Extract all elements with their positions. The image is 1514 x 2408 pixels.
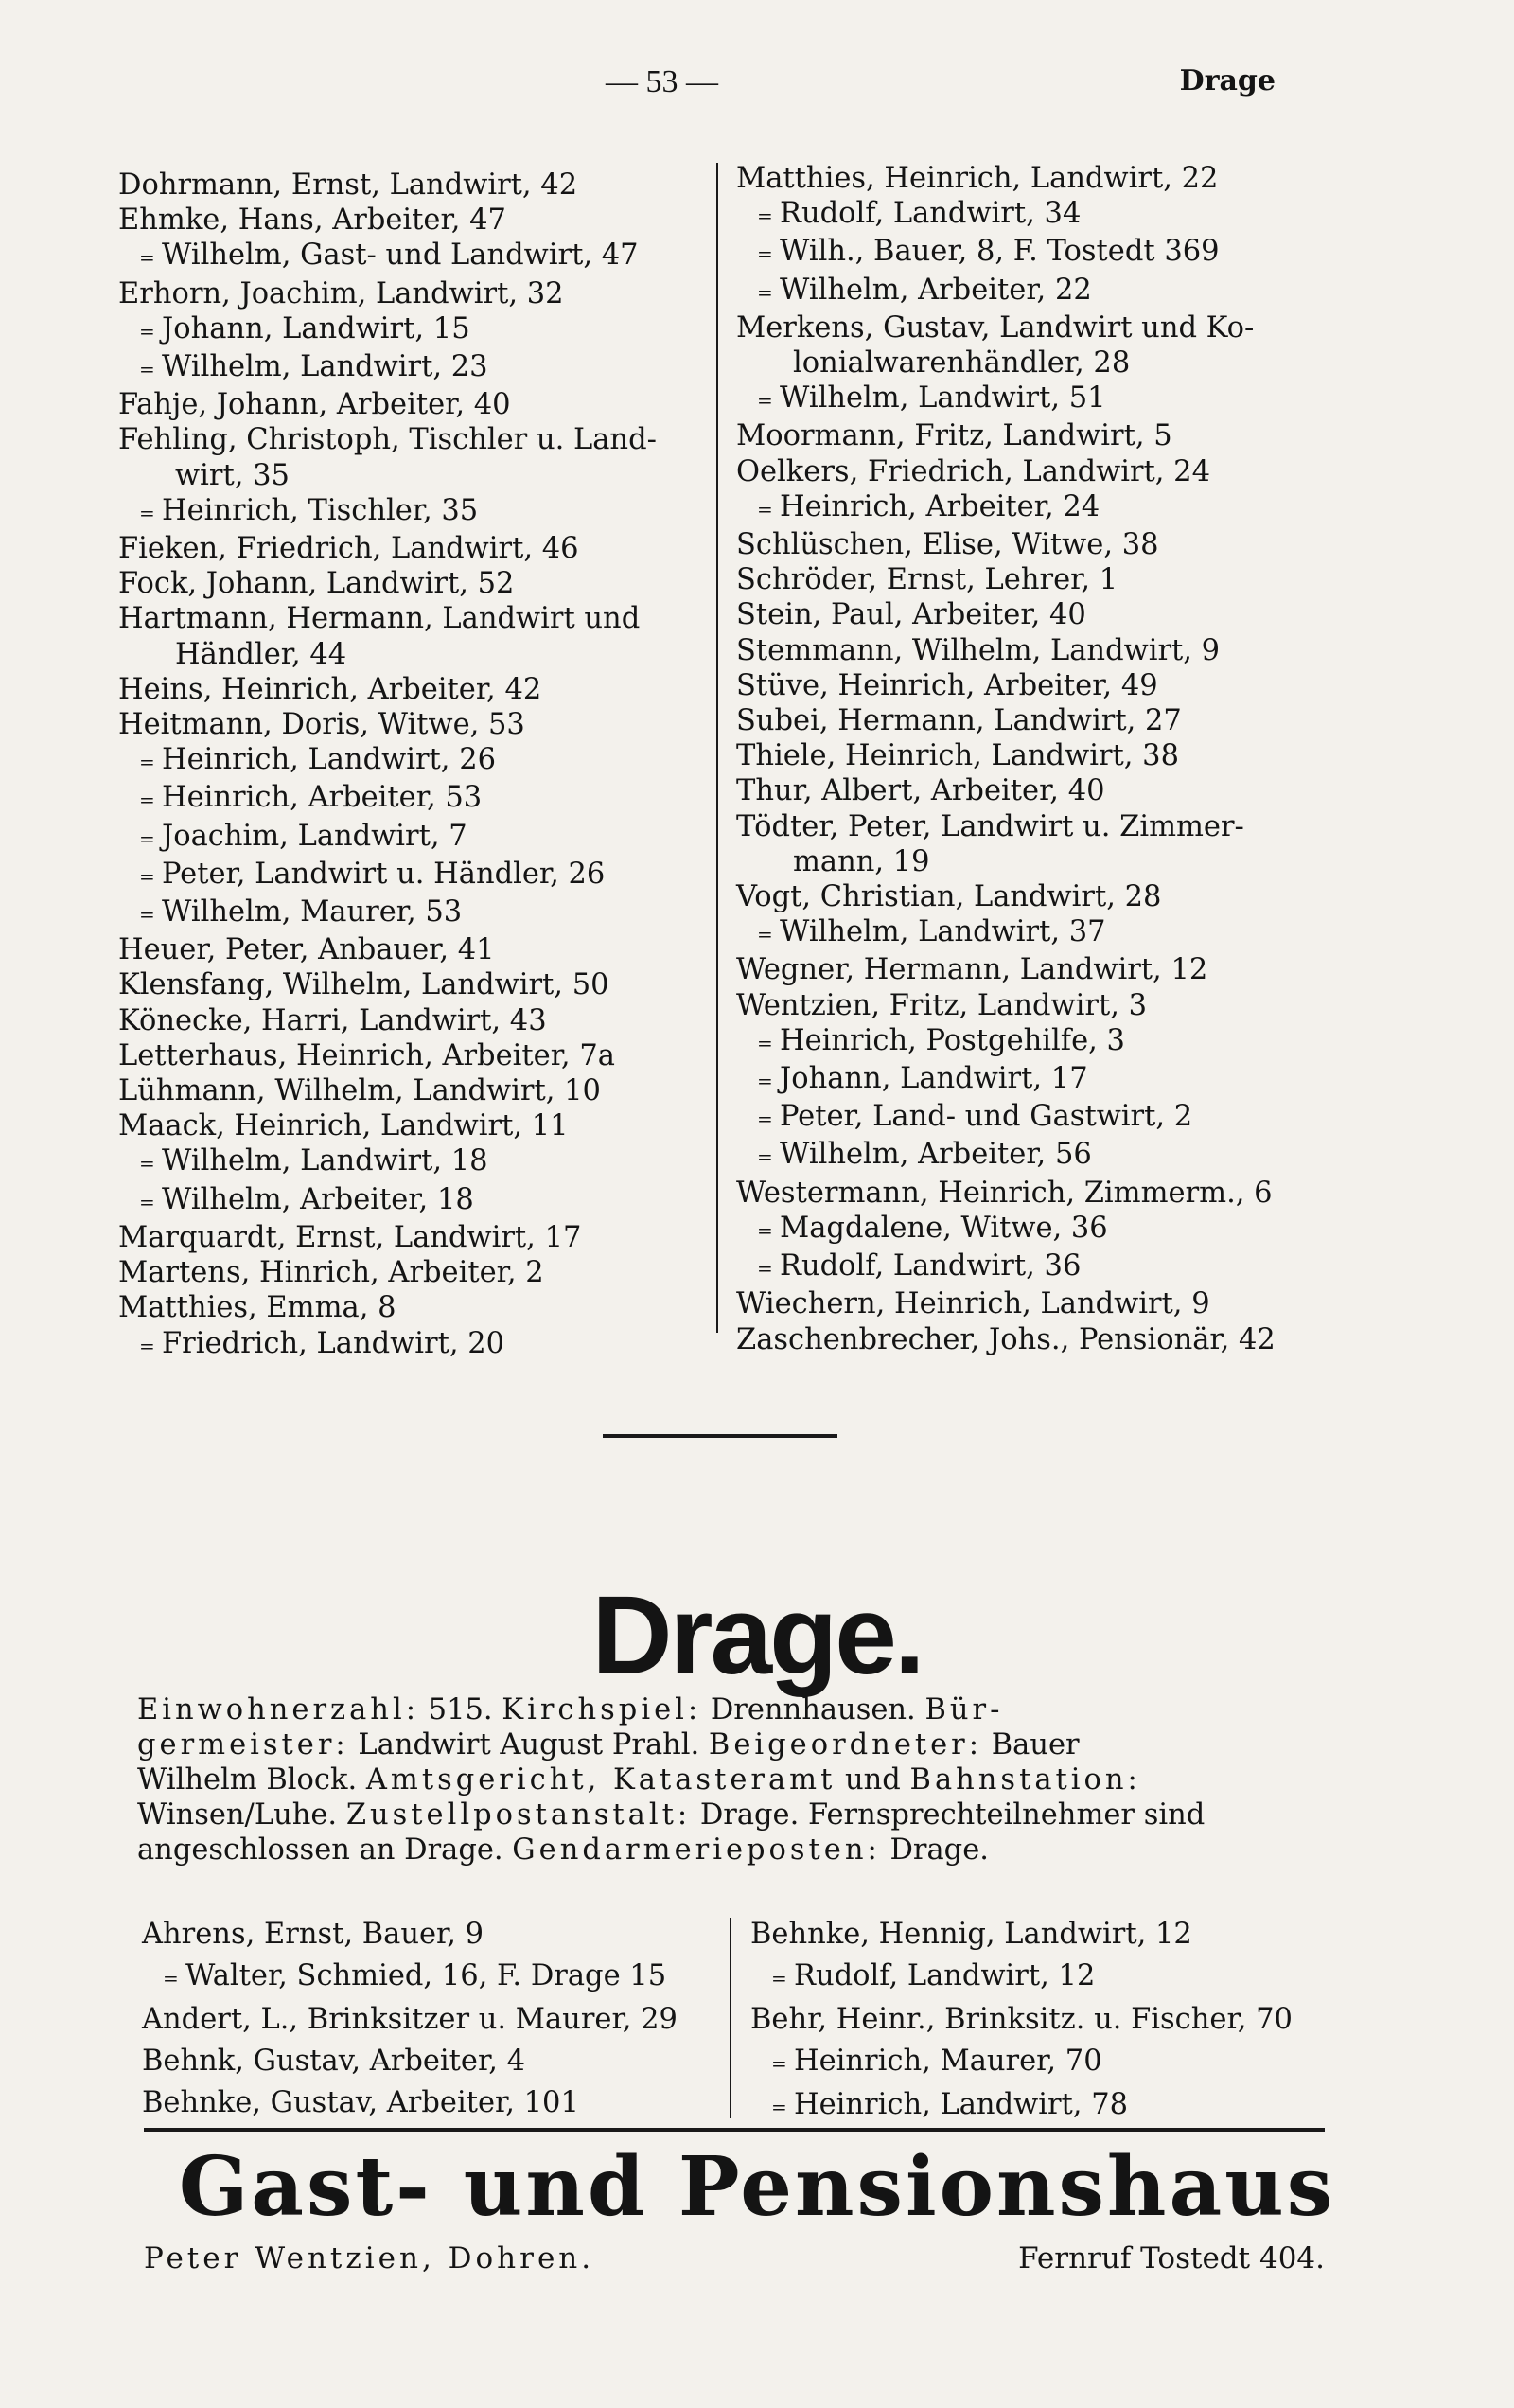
entry-text: lonialwarenhändler, 28 [793, 346, 1131, 381]
directory-entry [736, 879, 1342, 914]
ditto-mark: = [757, 1107, 773, 1131]
ditto-mark: = [139, 501, 155, 524]
directory-entry [736, 773, 1342, 808]
entry-text: Friedrich, Landwirt, 20 [162, 1326, 505, 1360]
directory-entry [118, 1255, 700, 1290]
entry-text: Fehling, Christoph, Tischler u. Land- [118, 423, 657, 457]
directory-entry [118, 601, 700, 636]
ditto-mark: = [757, 497, 773, 521]
directory-entry [118, 458, 700, 493]
entry-text: Wentzien, Fritz, Landwirt, 3 [736, 988, 1148, 1022]
intro-text: Winsen/Luhe. [137, 1798, 346, 1832]
entry-text: Händler, 44 [175, 637, 347, 671]
directory-entry [736, 668, 1342, 703]
entry-text: Wilhelm, Gast- und Landwirt, 47 [162, 239, 639, 273]
ditto-mark: = [139, 903, 155, 927]
directory-entry [750, 1956, 1293, 1999]
entry-text: Hartmann, Hermann, Landwirt und [118, 602, 641, 636]
directory-column-right [736, 161, 1342, 1357]
entry-text: Johann, Landwirt, 17 [780, 1062, 1088, 1096]
column-divider-bottom [730, 1918, 731, 2118]
directory-entry [118, 742, 700, 780]
directory-entry [118, 1143, 700, 1181]
ditto-mark: = [139, 358, 155, 381]
entry-text: Walter, Schmied, 16, F. Drage 15 [185, 1959, 667, 1992]
directory-entry [736, 1023, 1342, 1061]
directory-entry [118, 422, 700, 457]
entry-text: Matthies, Emma, 8 [118, 1291, 396, 1325]
directory-entry [118, 387, 700, 422]
entry-text: Wilhelm, Arbeiter, 56 [780, 1138, 1092, 1172]
entry-text: Behnke, Gustav, Arbeiter, 101 [142, 2086, 579, 2119]
entry-text: Wilh., Bauer, 8, F. Tostedt 369 [780, 235, 1220, 269]
directory-entry [736, 1099, 1342, 1137]
entry-text: Wilhelm, Maurer, 53 [162, 895, 463, 930]
advertisement-owner: Peter Wentzien, Dohren. [144, 2241, 595, 2275]
ditto-mark: = [163, 1967, 179, 1990]
drage-column-right [750, 1914, 1293, 2128]
entry-text: Wilhelm, Landwirt, 23 [162, 350, 488, 384]
directory-entry [736, 809, 1342, 844]
directory-entry [118, 894, 700, 932]
directory-entry [118, 276, 700, 311]
entry-text: Heinrich, Postgehilfe, 3 [780, 1023, 1125, 1057]
intro-line [137, 1833, 1320, 1868]
entry-text: Heinrich, Landwirt, 78 [794, 2088, 1128, 2121]
entry-text: Dohrmann, Ernst, Landwirt, 42 [118, 168, 578, 202]
entry-text: Erhorn, Joachim, Landwirt, 32 [118, 276, 564, 310]
entry-text: Behnk, Gustav, Arbeiter, 4 [142, 2045, 525, 2078]
directory-entry [736, 234, 1342, 272]
entry-text: Andert, L., Brinksitzer u. Maurer, 29 [142, 2003, 678, 2036]
entry-text: Schlüschen, Elise, Witwe, 38 [736, 528, 1159, 562]
directory-entry [750, 1914, 1293, 1956]
directory-column-left [118, 168, 700, 1364]
directory-entry [736, 562, 1342, 597]
section-title: Drage. [591, 1573, 923, 1698]
directory-entry [118, 349, 700, 387]
directory-entry [736, 310, 1342, 345]
directory-entry [736, 196, 1342, 234]
running-head: Drage [1179, 64, 1276, 97]
ditto-mark: = [139, 788, 155, 812]
directory-entry [750, 2041, 1293, 2084]
entry-text: Stemmann, Wilhelm, Landwirt, 9 [736, 633, 1221, 667]
directory-entry [142, 1956, 678, 1999]
ditto-mark: = [771, 2052, 787, 2075]
intro-text: Drennhausen. [701, 1693, 925, 1726]
entry-text: Heinrich, Arbeiter, 24 [780, 489, 1100, 523]
directory-entry [736, 1176, 1342, 1211]
intro-text: Drage. [880, 1833, 989, 1867]
ditto-mark: = [139, 864, 155, 888]
entry-text: Stein, Paul, Arbeiter, 40 [736, 598, 1086, 632]
entry-text: Martens, Hinrich, Arbeiter, 2 [118, 1256, 544, 1290]
directory-entry [736, 844, 1342, 879]
ditto-mark: = [757, 242, 773, 266]
entry-text: Thur, Albert, Arbeiter, 40 [736, 774, 1105, 808]
directory-entry [118, 1038, 700, 1073]
intro-line [137, 1727, 1320, 1762]
directory-entry [736, 489, 1342, 527]
directory-entry [118, 932, 700, 967]
directory-entry [118, 819, 700, 857]
intro-keyword: Kirchspiel: [502, 1693, 702, 1726]
ditto-mark: = [757, 1145, 773, 1169]
entry-text: Matthies, Heinrich, Landwirt, 22 [736, 162, 1219, 195]
ditto-mark: = [139, 1152, 155, 1176]
advertisement-rule [144, 2128, 1325, 2132]
directory-entry [118, 1220, 700, 1255]
intro-keyword: germeister: [137, 1728, 349, 1762]
intro-keyword: Beigeordneter: [708, 1728, 983, 1762]
directory-entry [736, 454, 1342, 489]
entry-text: Rudolf, Landwirt, 36 [780, 1249, 1082, 1284]
ditto-mark: = [139, 826, 155, 850]
directory-entry [118, 238, 700, 275]
intro-text: 515. [418, 1693, 502, 1726]
entry-text: Wilhelm, Landwirt, 51 [780, 381, 1106, 416]
directory-entry [736, 952, 1342, 987]
directory-entry [736, 418, 1342, 453]
entry-text: Zaschenbrecher, Johs., Pensionär, 42 [736, 1322, 1276, 1356]
intro-line [137, 1692, 1320, 1727]
directory-entry [142, 2082, 678, 2124]
entry-text: Fahje, Johann, Arbeiter, 40 [118, 388, 511, 422]
directory-entry [118, 857, 700, 894]
ditto-mark: = [139, 1334, 155, 1357]
entry-text: Maack, Heinrich, Landwirt, 11 [118, 1109, 569, 1143]
entry-text: Klensfang, Wilhelm, Landwirt, 50 [118, 968, 609, 1002]
directory-entry [736, 1211, 1342, 1248]
directory-entry [118, 531, 700, 566]
entry-text: Wilhelm, Arbeiter, 22 [780, 273, 1092, 307]
intro-keyword: Bür- [924, 1693, 1004, 1726]
entry-text: Heinrich, Maurer, 70 [794, 2045, 1102, 2078]
entry-text: mann, 19 [793, 844, 930, 878]
entry-text: Tödter, Peter, Landwirt u. Zimmer- [736, 809, 1244, 843]
entry-text: Wilhelm, Landwirt, 18 [162, 1144, 488, 1178]
column-divider [716, 163, 718, 1333]
entry-text: Schröder, Ernst, Lehrer, 1 [736, 563, 1118, 597]
intro-text: Landwirt August Prahl. [348, 1728, 709, 1762]
directory-entry [142, 1999, 678, 2041]
section-divider [603, 1434, 837, 1438]
directory-entry [736, 738, 1342, 773]
entry-text: Wegner, Hermann, Landwirt, 12 [736, 953, 1208, 987]
ditto-mark: = [757, 1031, 773, 1054]
entry-text: Magdalene, Witwe, 36 [780, 1211, 1108, 1245]
entry-text: Rudolf, Landwirt, 12 [794, 1959, 1096, 1992]
entry-text: Heins, Heinrich, Arbeiter, 42 [118, 672, 542, 706]
ditto-mark: = [771, 1967, 787, 1990]
directory-entry [750, 1999, 1293, 2041]
directory-entry [118, 637, 700, 672]
directory-entry [736, 597, 1342, 632]
directory-entry [118, 672, 700, 707]
directory-entry [736, 1286, 1342, 1321]
directory-entry [118, 1290, 700, 1325]
entry-text: Wilhelm, Arbeiter, 18 [162, 1182, 474, 1216]
entry-text: Letterhaus, Heinrich, Arbeiter, 7a [118, 1038, 615, 1072]
directory-entry [118, 566, 700, 601]
entry-text: Vogt, Christian, Landwirt, 28 [736, 880, 1162, 914]
directory-entry [118, 311, 700, 349]
intro-text: Bauer [982, 1728, 1080, 1762]
entry-text: Oelkers, Friedrich, Landwirt, 24 [736, 454, 1210, 488]
intro-keyword: Amtsgericht, Katasteramt [365, 1763, 836, 1797]
ditto-mark: = [757, 1070, 773, 1093]
entry-text: Ehmke, Hans, Arbeiter, 47 [118, 204, 506, 238]
entry-text: Behnke, Hennig, Landwirt, 12 [750, 1918, 1192, 1951]
entry-text: Heinrich, Landwirt, 26 [162, 743, 496, 777]
directory-entry [142, 2041, 678, 2082]
entry-text: Heinrich, Arbeiter, 53 [162, 781, 483, 815]
directory-entry [736, 703, 1342, 738]
entry-text: Moormann, Fritz, Landwirt, 5 [736, 419, 1172, 453]
intro-keyword: Zustellpostanstalt: [345, 1798, 692, 1832]
directory-entry [118, 493, 700, 531]
directory-entry [736, 273, 1342, 310]
directory-entry [118, 967, 700, 1002]
page-number: — 53 — [606, 64, 718, 99]
intro-keyword: Bahnstation: [909, 1763, 1141, 1797]
advertisement-title: Gast- und Pensionshaus [178, 2139, 1336, 2235]
intro-text: Wilhelm Block. [137, 1763, 366, 1797]
directory-entry [750, 2084, 1293, 2128]
directory-entry [118, 707, 700, 742]
entry-text: Wiechern, Heinrich, Landwirt, 9 [736, 1287, 1210, 1321]
advertisement-phone: Fernruf Tostedt 404. [1018, 2241, 1325, 2275]
directory-entry [118, 1108, 700, 1143]
entry-text: Peter, Land- und Gastwirt, 2 [780, 1100, 1193, 1134]
directory-entry [736, 1322, 1342, 1357]
directory-entry [736, 988, 1342, 1023]
ditto-mark: = [771, 2096, 787, 2118]
entry-text: Subei, Hermann, Landwirt, 27 [736, 704, 1182, 738]
directory-entry [736, 1248, 1342, 1286]
ditto-mark: = [757, 923, 773, 947]
directory-entry [736, 161, 1342, 196]
entry-text: Fieken, Friedrich, Landwirt, 46 [118, 532, 579, 566]
intro-text: angeschlossen an Drage. [137, 1833, 513, 1867]
directory-entry [736, 633, 1342, 668]
ditto-mark: = [757, 1218, 773, 1242]
page-header [0, 64, 1514, 112]
directory-entry [142, 1914, 678, 1956]
drage-column-left [142, 1914, 678, 2124]
entry-text: Heuer, Peter, Anbauer, 41 [118, 933, 495, 967]
entry-text: Heitmann, Doris, Witwe, 53 [118, 708, 525, 742]
entry-text: Rudolf, Landwirt, 34 [780, 197, 1082, 231]
entry-text: wirt, 35 [175, 458, 290, 492]
ditto-mark: = [139, 319, 155, 343]
ditto-mark: = [757, 1257, 773, 1281]
directory-entry [736, 381, 1342, 418]
intro-line [137, 1797, 1320, 1833]
directory-entry [736, 527, 1342, 562]
directory-entry [736, 914, 1342, 952]
ditto-mark: = [757, 204, 773, 228]
directory-entry [736, 1061, 1342, 1099]
section-intro [137, 1692, 1320, 1868]
entry-text: Thiele, Heinrich, Landwirt, 38 [736, 739, 1179, 773]
directory-entry [118, 1073, 700, 1108]
directory-entry [118, 1326, 700, 1364]
entry-text: Behr, Heinr., Brinksitz. u. Fischer, 70 [750, 2003, 1293, 2036]
directory-entry [118, 168, 700, 203]
entry-text: Westermann, Heinrich, Zimmerm., 6 [736, 1176, 1273, 1210]
ditto-mark: = [139, 751, 155, 774]
directory-entry [118, 780, 700, 818]
entry-text: Fock, Johann, Landwirt, 52 [118, 567, 515, 601]
directory-entry [118, 1182, 700, 1220]
directory-entry [736, 345, 1342, 381]
ditto-mark: = [139, 1190, 155, 1213]
directory-entry [118, 203, 700, 238]
entry-text: Lühmann, Wilhelm, Landwirt, 10 [118, 1074, 601, 1108]
intro-keyword: Gendarmerieposten: [512, 1833, 881, 1867]
directory-entry [736, 1137, 1342, 1175]
intro-text: und [836, 1763, 910, 1797]
entry-text: Ahrens, Ernst, Bauer, 9 [142, 1918, 484, 1951]
intro-keyword: Einwohnerzahl: [137, 1693, 419, 1726]
entry-text: Stüve, Heinrich, Arbeiter, 49 [736, 668, 1158, 702]
ditto-mark: = [757, 389, 773, 413]
entry-text: Marquardt, Ernst, Landwirt, 17 [118, 1220, 582, 1254]
ditto-mark: = [757, 280, 773, 304]
ditto-mark: = [139, 246, 155, 270]
entry-text: Peter, Landwirt u. Händler, 26 [162, 857, 606, 891]
entry-text: Heinrich, Tischler, 35 [162, 493, 479, 527]
entry-text: Merkens, Gustav, Landwirt und Ko- [736, 310, 1255, 345]
entry-text: Johann, Landwirt, 15 [162, 311, 470, 345]
intro-line [137, 1762, 1320, 1797]
directory-entry [118, 1003, 700, 1038]
entry-text: Joachim, Landwirt, 7 [162, 819, 467, 853]
intro-text: Drage. Fernsprechteilnehmer sind [691, 1798, 1206, 1832]
entry-text: Könecke, Harri, Landwirt, 43 [118, 1003, 547, 1037]
entry-text: Wilhelm, Landwirt, 37 [780, 915, 1106, 949]
